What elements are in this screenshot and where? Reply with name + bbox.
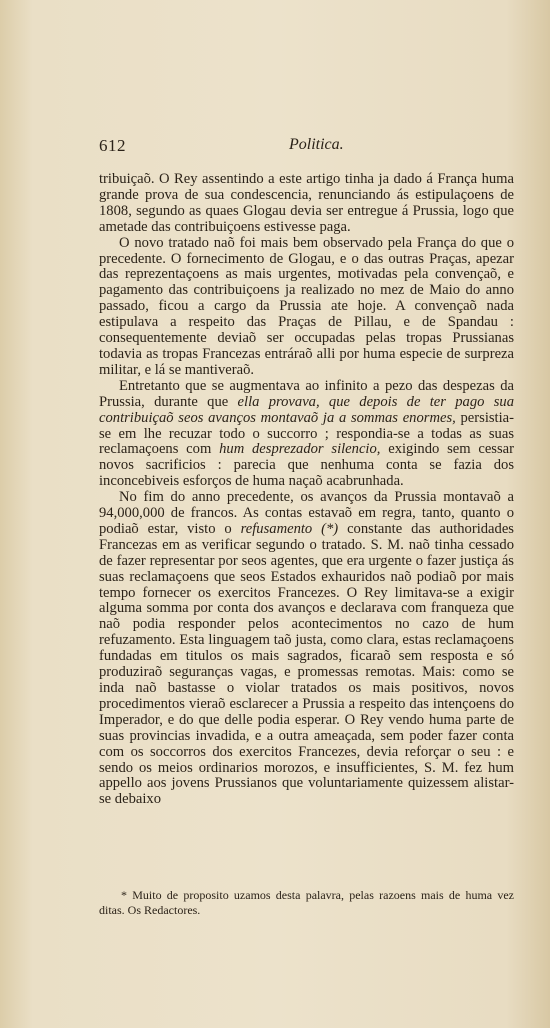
paragraph-1: tribuiçaõ. O Rey assentindo a este artigo tinha ja dado á França huma grande prova de sua condescencia, renunciando ás estipulaçoens de 1808, segundo as quaes Glogau devia ser entregue á Prussia, logo que ametade das contribuiçoens estivesse paga.	[99, 171, 514, 235]
paragraph-3-italic-1: ella provava, que depois de ter pago sua contribuiçaõ seos avanços montavaõ ja a sommas enormes,	[99, 393, 514, 426]
paragraph-4-text-b: constante das authoridades Francezas em as verificar segundo o tratado. S. M. naõ tinha cessado de fazer representar por seos agentes, que era urgente o fazer justiça ás suas reclamaçoens que seos Estados exhauridos naõ podiaõ por mais tempo fornecer os exercitos Francezes. O Rey limitava-se a exigir alguma somma por conta dos avanços e declarava com franqueza que naõ podia responder pelos acontecimentos no cazo de hum refuzamento. Esta linguagem taõ justa, como clara, estas reclamaçoens fundadas em titulos os mais sagrados, ficaraõ sem resposta e só produziraõ seguranças vagas, e promessas remotas. Mais: como se inda naõ bastasse o violar tratados os mais positivos, novos procedimentos vieraõ esclarecer a Prussia a respeito das intençoens do Imperador, e do que delle podia esperar. O Rey vendo huma parte de suas provincias invadida, e a outra ameaçada, sem poder fazer conta com os soccorros dos exercitos Francezes, devia reforçar o seu : e sendo os meios ordinarios morozos, e insufficientes, S. M. fez hum appello aos jovens Prussianos que voluntariamente quizessem alistar-se debaixo	[99, 520, 514, 808]
paragraph-4	[99, 490, 514, 808]
running-head: Politica.	[289, 136, 344, 153]
paragraph-2: O novo tratado naõ foi mais bem observado pela França do que o precedente. O fornecimento de Glogau, e o das outras Praças, apezar das reprezentaçoens as mais urgentes, motivadas pela convençaõ, e pagamento das contribuiçoens ja realizado no mez de Maio do anno passado, ficou a cargo da Prussia ate hoje. A convençaõ nada estipulava a respeito das Praças de Pillau, e de Spandau : consequentemente deviaõ ser occupadas pelas tropas Prussianas todavia as tropas Francezas entráraõ alli por huma especie de surpreza militar, e lá se mantiveraõ.	[99, 234, 514, 378]
paragraph-3-text-b: persistia-se em lhe recuzar todo o succorro ; respondia-se a todas as suas reclamaçoens com	[99, 409, 514, 458]
body-text	[99, 172, 514, 808]
footnote-text: * Muito de proposito uzamos desta palavra, pelas razoens mais de huma vez ditas. Os Redactores.	[99, 888, 514, 917]
page-header	[99, 136, 514, 158]
paragraph-3-text-a: Entretanto que se augmentava ao infinito a pezo das despezas da Prussia, durante que	[99, 377, 514, 410]
paragraph-3-text-c: exigindo sem cessar novos sacrificios : parecia que nenhuma conta se fazia dos inconcebiveis esforços de huma naçaõ acabrunhada.	[99, 441, 514, 490]
paragraph-4-italic: refusamento (*)	[240, 520, 339, 537]
paragraph-3	[99, 379, 514, 490]
paragraph-3-italic-2: hum desprezador silencio,	[219, 441, 381, 458]
paragraph-4-text-a: No fim do anno precedente, os avanços da Prussia montavaõ a 94,000,000 de francos. As contas estavaõ em regra, tanto, quanto o podiaõ estar, visto o	[99, 489, 514, 537]
footnote	[99, 888, 514, 918]
page-number: 612	[99, 136, 126, 155]
